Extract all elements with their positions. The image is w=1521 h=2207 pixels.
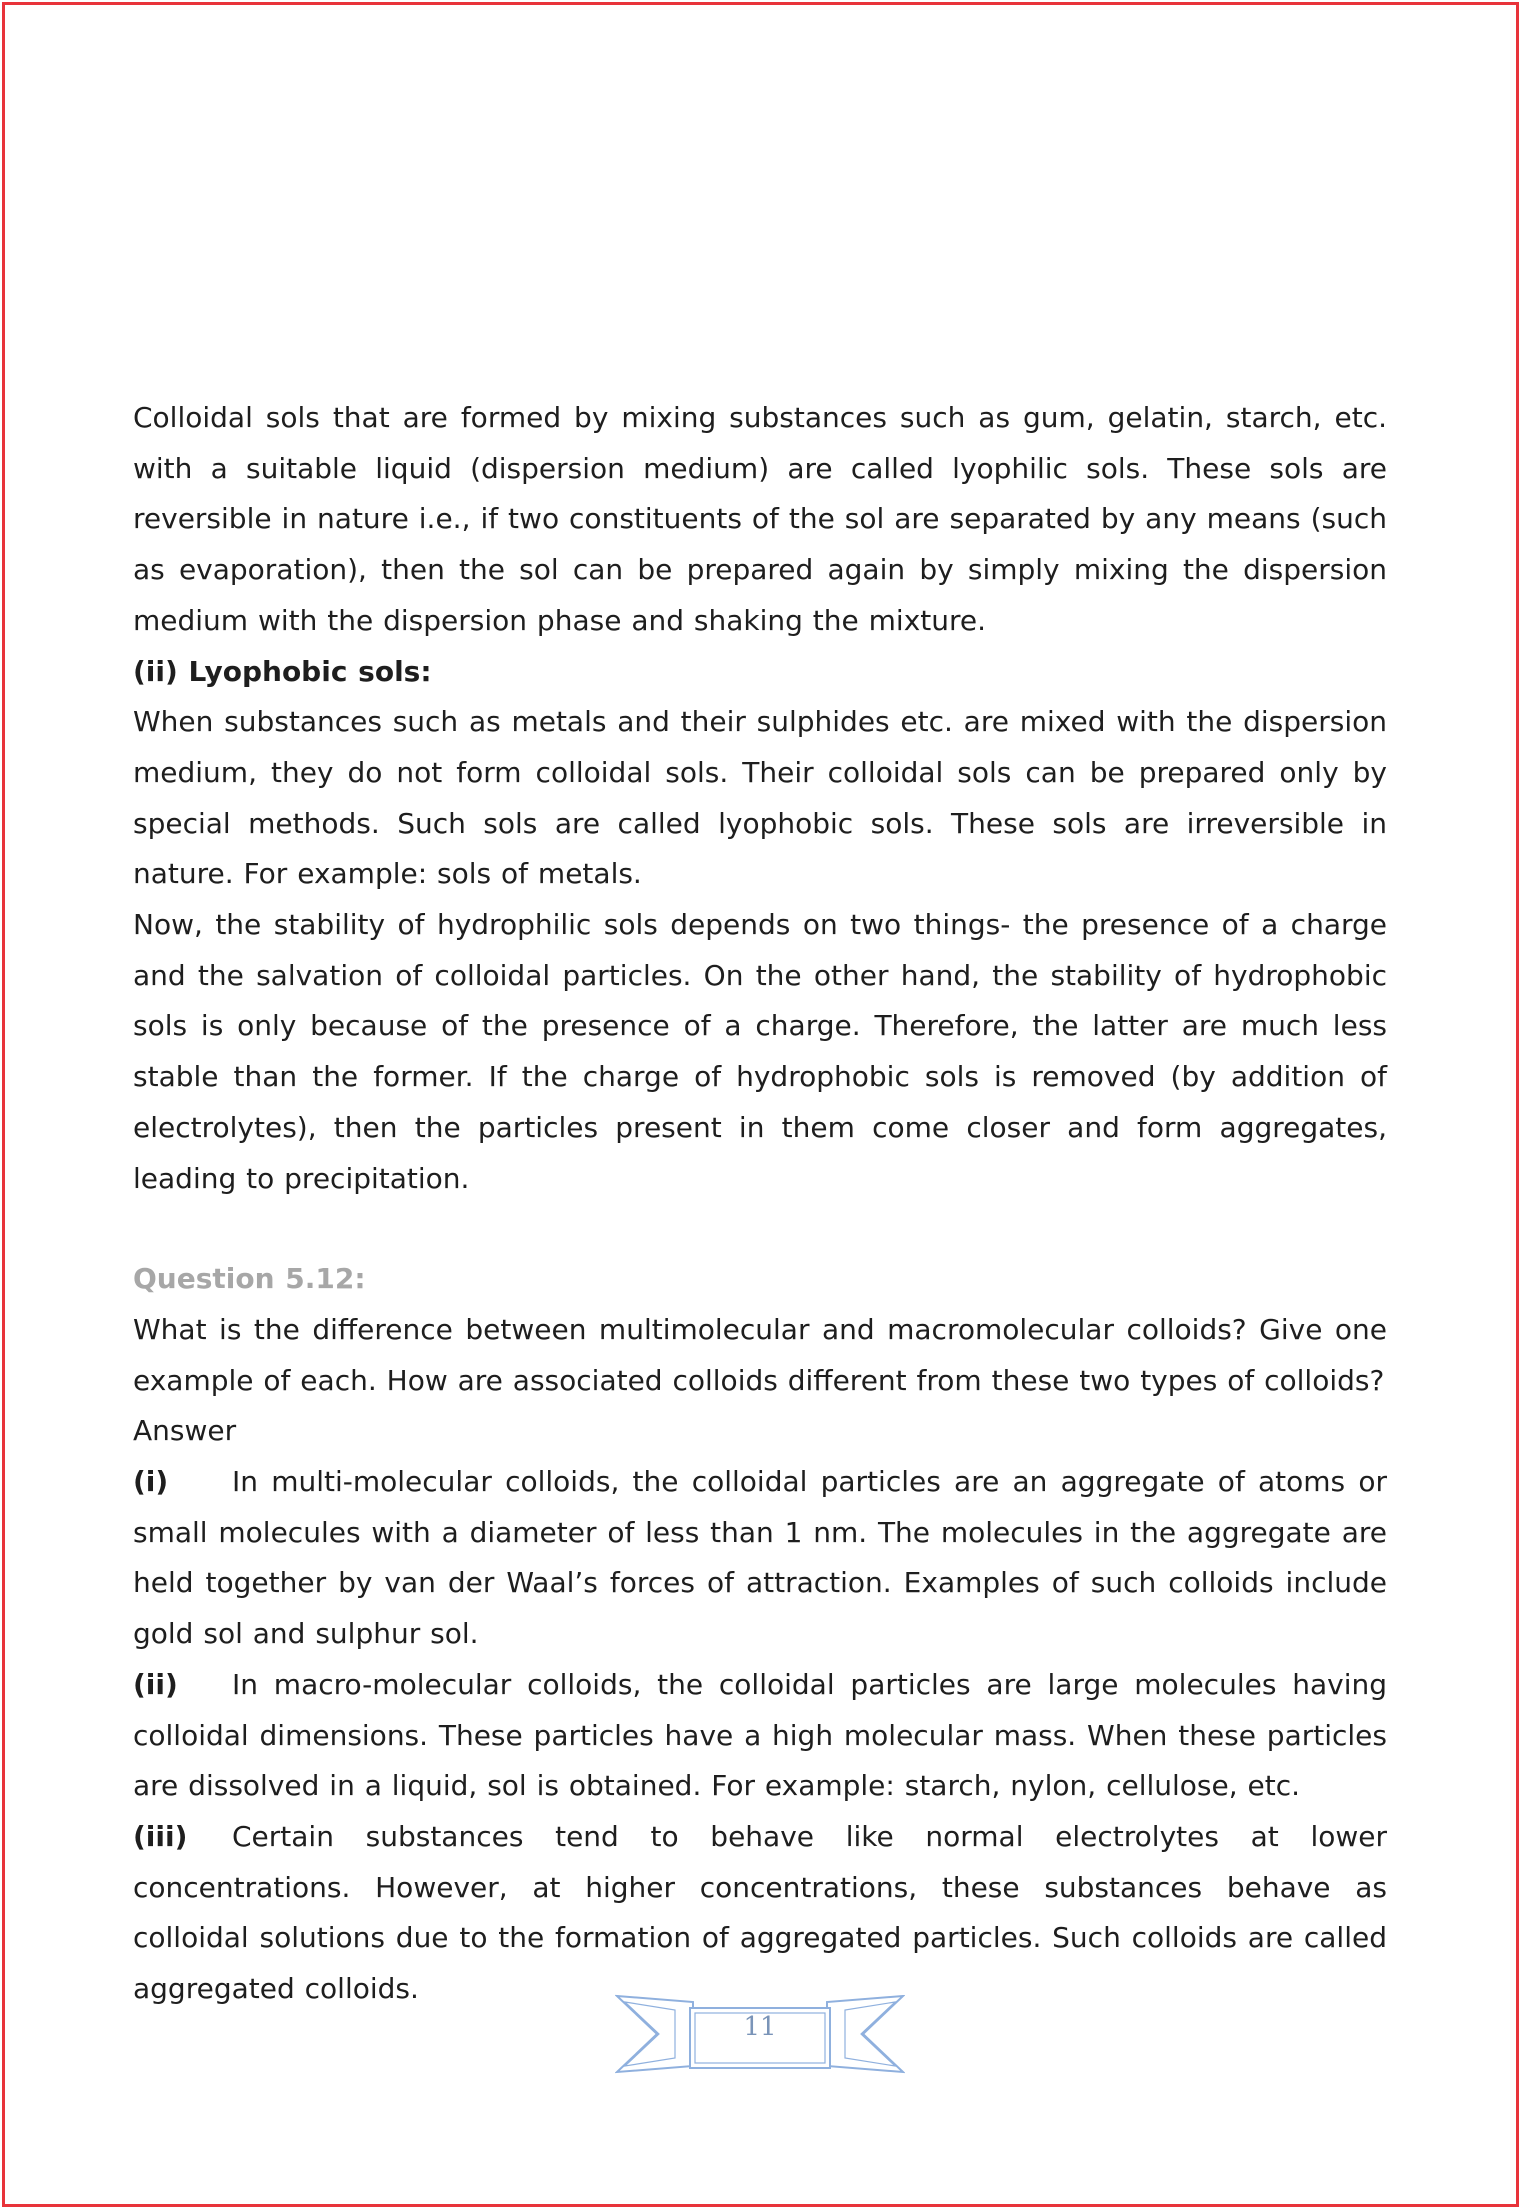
question-text: What is the difference between multimolecular and macromolecular colloids? Give one example of each. How are associated colloids different from these two types of colloids? [133,1312,1387,1397]
answer-item-text: In macro-molecular colloids, the colloidal particles are large molecules having colloidal dimensions. These particles have a high molecular mass. When these particles are dissolved in a liquid, sol is obtained. For example: starch, nylon, cellulose, etc. [133,1667,1387,1803]
answer-item-number: (ii) [133,1667,178,1701]
question-label: Question 5.12: [133,1262,366,1296]
answer-item [133,1812,1387,2015]
page-number-ribbon [615,1988,905,2080]
paragraph-stability: Now, the stability of hydrophilic sols depends on two things- the presence of a charge and the salvation of colloidal particles. On the other hand, the stability of hydrophobic sols is only because of the presence of a charge. Therefore, the latter are much less stable than the former. If the charge of hydrophobic sols is removed (by addition of electrolytes), then the particles present in them come closer and form aggregates, leading to precipitation. [133,908,1387,1195]
answer-item [133,1457,1387,1660]
answer-item-text: Certain substances tend to behave like normal electrolytes at lower concentrations. However, at higher concentrations, these substances behave as colloidal solutions due to the formation of aggregated particles. Such colloids are called aggregated colloids. [133,1819,1387,2006]
paragraph-lyophilic: Colloidal sols that are formed by mixing substances such as gum, gelatin, starch, etc. with a suitable liquid (dispersion medium) are called lyophilic sols. These sols are reversible in nature i.e., if two constituents of the sol are separated by any means (such as evaporation), then the sol can be prepared again by simply mixing the dispersion medium with the dispersion phase and shaking the mixture. [133,401,1387,637]
section-gap [133,1204,1387,1254]
page-content [133,393,1387,2015]
paragraph-lyophobic: When substances such as metals and their sulphides etc. are mixed with the dispersion medium, they do not form colloidal sols. Their colloidal sols can be prepared only by special methods. Such sols are called lyophobic sols. These sols are irreversible in nature. For example: sols of metals. [133,705,1387,891]
answer-item-text: In multi-molecular colloids, the colloidal particles are an aggregate of atoms or small molecules with a diameter of less than 1 nm. The molecules in the aggregate are held together by van der Waal’s forces of attraction. Examples of such colloids include gold sol and sulphur sol. [133,1465,1387,1651]
answer-item [133,1660,1387,1812]
lyophobic-heading: (ii) Lyophobic sols: [133,654,432,688]
answer-item-number: (iii) [133,1819,188,1853]
answer-label: Answer [133,1414,237,1448]
page-number: 11 [743,2012,777,2042]
answer-item-number: (i) [133,1465,169,1499]
